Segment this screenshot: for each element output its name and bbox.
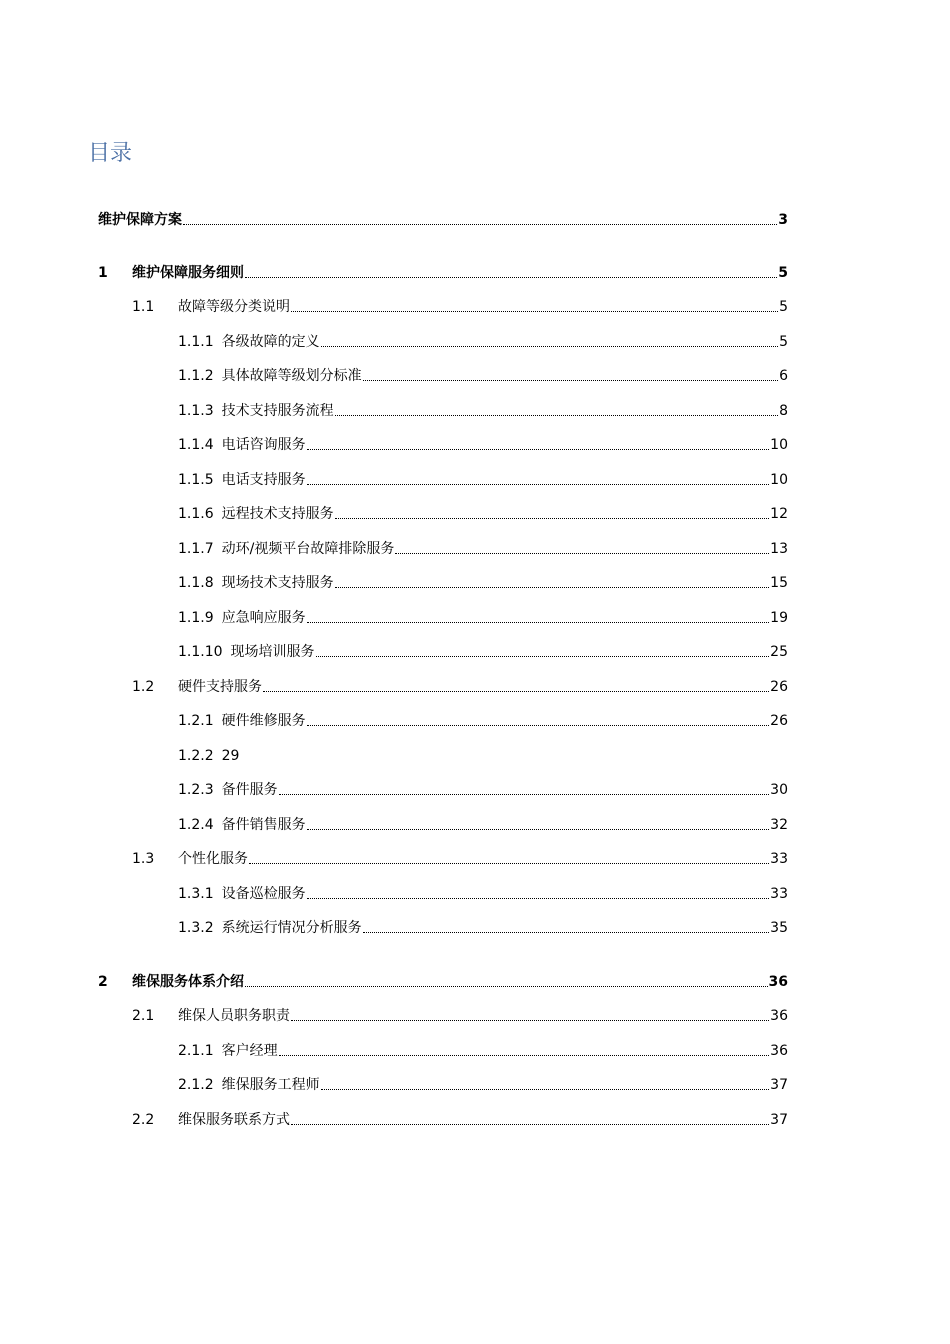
toc-dot-leader: [307, 622, 770, 623]
toc-dot-leader: [363, 932, 770, 933]
toc-entry-number: 1.3.2: [178, 920, 214, 936]
toc-entry[interactable]: [132, 1005, 788, 1027]
toc-entry[interactable]: [132, 296, 788, 318]
toc-entry-page-number: 35: [770, 920, 788, 936]
toc-entry-number: 2.2: [132, 1112, 155, 1128]
toc-entry-title: 各级故障的定义: [221, 334, 320, 350]
toc-entry-page-number: 32: [770, 817, 788, 833]
toc-entry-number: 1.1.10: [178, 644, 223, 660]
toc-entry-page-number: 33: [770, 886, 788, 902]
toc-entry-number: 1.1.6: [178, 506, 214, 522]
toc-entry[interactable]: [178, 883, 788, 905]
toc-dot-leader: [245, 986, 768, 987]
toc-entry[interactable]: [132, 848, 788, 870]
toc-dot-leader: [291, 1020, 769, 1021]
toc-entry[interactable]: [178, 710, 788, 732]
toc-entry-number: 2.1.2: [178, 1077, 214, 1093]
toc-entry-number: 1.1.3: [178, 403, 214, 419]
toc-entry-number: 1.1: [132, 299, 155, 315]
toc-entry-number: 1: [98, 265, 108, 281]
toc-dot-leader: [307, 725, 770, 726]
toc-dot-leader: [291, 311, 778, 312]
toc-entry-title: 电话支持服务: [221, 472, 306, 488]
toc-dot-leader: [316, 656, 770, 657]
toc-entry-title: 29: [221, 748, 240, 764]
toc-entry[interactable]: [178, 745, 239, 767]
toc-dot-leader: [279, 1055, 770, 1056]
toc-entry-number: 1.2.2: [178, 748, 214, 764]
toc-entry-title: 维保服务联系方式: [178, 1112, 290, 1128]
toc-entry-page-number: 13: [770, 541, 788, 557]
toc-entry-number: 1.1.5: [178, 472, 214, 488]
toc-entry-number: 1.2.4: [178, 817, 214, 833]
toc-entry[interactable]: [178, 1074, 788, 1096]
toc-dot-leader: [335, 587, 770, 588]
toc-entry-page-number: 37: [770, 1077, 788, 1093]
toc-entry-page-number: 6: [779, 368, 788, 384]
toc-entry[interactable]: [178, 1040, 788, 1062]
toc-dot-leader: [307, 898, 770, 899]
toc-entry-title: 技术支持服务流程: [221, 403, 334, 419]
toc-entry-title: 现场培训服务: [230, 644, 315, 660]
toc-entry-page-number: 36: [768, 974, 788, 990]
toc-entry[interactable]: [178, 365, 788, 387]
toc-entry[interactable]: [178, 503, 788, 525]
toc-entry-number: 1.3.1: [178, 886, 214, 902]
toc-dot-leader: [249, 863, 769, 864]
toc-entry-title: 现场技术支持服务: [221, 575, 334, 591]
toc-dot-leader: [307, 484, 770, 485]
toc-entry-number: 1.1.4: [178, 437, 214, 453]
toc-dot-leader: [307, 829, 770, 830]
toc-entry-title: 备件销售服务: [221, 817, 306, 833]
toc-entry[interactable]: [178, 607, 788, 629]
toc-entry[interactable]: [178, 572, 788, 594]
toc-entry[interactable]: [98, 262, 788, 284]
toc-entry-page-number: 25: [770, 644, 788, 660]
toc-entry-page-number: 5: [779, 299, 788, 315]
toc-dot-leader: [183, 224, 777, 225]
toc-entry-title: 个性化服务: [178, 851, 248, 867]
toc-entry-page-number: 26: [770, 713, 788, 729]
toc-entry[interactable]: [178, 331, 788, 353]
toc-entry-title: 系统运行情况分析服务: [221, 920, 362, 936]
toc-entry-title: 备件服务: [221, 782, 278, 798]
toc-title: 目录: [88, 141, 133, 166]
toc-entry-title: 设备巡检服务: [221, 886, 306, 902]
toc-entry-title: 维保服务体系介绍: [132, 974, 244, 990]
toc-entry[interactable]: [178, 779, 788, 801]
toc-entry-number: 1.1.8: [178, 575, 214, 591]
toc-dot-leader: [307, 449, 770, 450]
toc-dot-leader: [321, 1089, 770, 1090]
toc-entry-page-number: 8: [779, 403, 788, 419]
toc-entry-title: 维护保障服务细则: [132, 265, 244, 281]
toc-entry-title: 维保服务工程师: [221, 1077, 320, 1093]
toc-entry-title: 电话咨询服务: [221, 437, 306, 453]
toc-dot-leader: [279, 794, 770, 795]
toc-entry-page-number: 3: [778, 212, 788, 228]
toc-entry-page-number: 10: [770, 472, 788, 488]
toc-entry-title: 故障等级分类说明: [178, 299, 290, 315]
toc-entry[interactable]: [98, 971, 788, 993]
toc-entry-page-number: 36: [770, 1043, 788, 1059]
toc-entry-page-number: 5: [779, 334, 788, 350]
toc-entry-page-number: 36: [770, 1008, 788, 1024]
toc-entry[interactable]: [178, 434, 788, 456]
toc-entry-page-number: 30: [770, 782, 788, 798]
toc-entry-title: 维保人员职务职责: [178, 1008, 290, 1024]
toc-entry-number: 1.1.9: [178, 610, 214, 626]
toc-entry-number: 1.1.7: [178, 541, 214, 557]
toc-entry[interactable]: [178, 400, 788, 422]
toc-dot-leader: [245, 277, 777, 278]
toc-entry[interactable]: [178, 538, 788, 560]
toc-entry-title: 客户经理: [221, 1043, 278, 1059]
toc-entry-title: 具体故障等级划分标准: [221, 368, 362, 384]
toc-entry-number: 1.3: [132, 851, 155, 867]
toc-entry-title: 应急响应服务: [221, 610, 306, 626]
toc-dot-leader: [291, 1124, 769, 1125]
toc-entry-number: 2: [98, 974, 108, 990]
toc-entry-number: 2.1.1: [178, 1043, 214, 1059]
toc-entry-number: 1.1.2: [178, 368, 214, 384]
toc-entry[interactable]: [132, 1109, 788, 1131]
toc-entry-number: 1.2: [132, 679, 155, 695]
toc-entry[interactable]: [178, 469, 788, 491]
toc-entry-number: 1.1.1: [178, 334, 214, 350]
toc-entry-number: 1.2.1: [178, 713, 214, 729]
toc-entry-page-number: 33: [770, 851, 788, 867]
toc-entry[interactable]: [132, 676, 788, 698]
toc-entry-page-number: 19: [770, 610, 788, 626]
toc-dot-leader: [363, 380, 778, 381]
toc-entry-page-number: 26: [770, 679, 788, 695]
toc-dot-leader: [263, 691, 769, 692]
toc-entry-page-number: 12: [770, 506, 788, 522]
toc-entry-title: 维护保障方案: [98, 212, 182, 228]
toc-entry-page-number: 37: [770, 1112, 788, 1128]
toc-dot-leader: [321, 346, 778, 347]
toc-entry[interactable]: [178, 917, 788, 939]
toc-entry-page-number: 15: [770, 575, 788, 591]
toc-dot-leader: [335, 518, 770, 519]
toc-entry-page-number: 10: [770, 437, 788, 453]
toc-entry-title: 动环/视频平台故障排除服务: [221, 541, 395, 557]
toc-entry-number: 2.1: [132, 1008, 155, 1024]
toc-entry-page-number: 5: [778, 265, 788, 281]
toc-entry-number: 1.2.3: [178, 782, 214, 798]
toc-entry-title: 硬件维修服务: [221, 713, 306, 729]
toc-entry-title: 远程技术支持服务: [221, 506, 334, 522]
toc-entry-title: 硬件支持服务: [178, 679, 262, 695]
toc-entry[interactable]: [178, 814, 788, 836]
toc-entry[interactable]: [178, 641, 788, 663]
toc-dot-leader: [335, 415, 778, 416]
toc-entry[interactable]: [98, 209, 788, 231]
toc-dot-leader: [395, 553, 769, 554]
